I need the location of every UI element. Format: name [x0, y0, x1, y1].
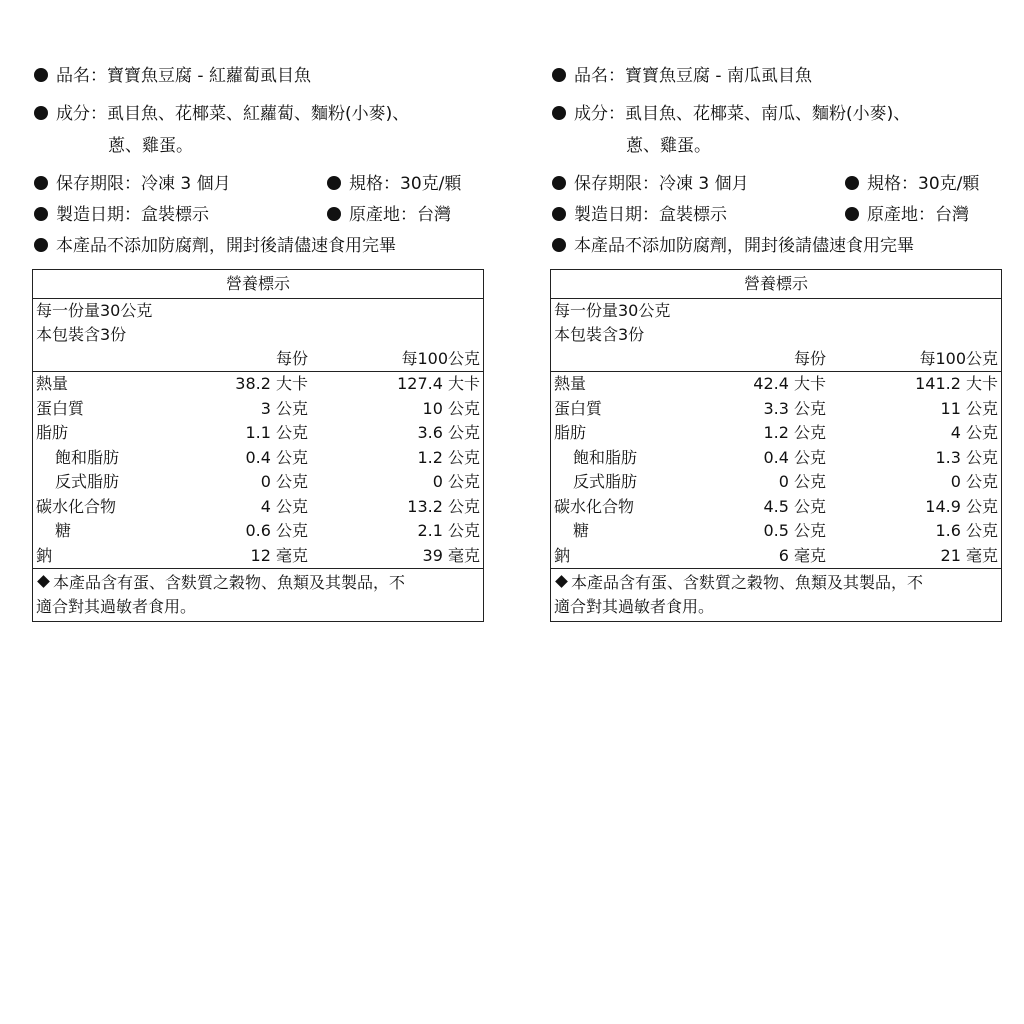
nutrition-header-row [551, 347, 1001, 372]
nutrient-name: 糖 [55, 521, 72, 540]
ingredients-line-cont [32, 130, 484, 162]
nutrition-row [551, 519, 1001, 544]
per-100g-value: 0 公克 [950, 472, 998, 491]
preservative-line [550, 230, 1002, 261]
nutrition-title: 營養標示 [33, 270, 483, 299]
per-100g-value: 1.3 公克 [935, 447, 998, 467]
nutrient-name: 碳水化合物 [36, 496, 117, 516]
bullet-icon [34, 176, 48, 190]
col-per-100g: 每100公克 [401, 349, 480, 368]
nutrient-name: 熱量 [554, 374, 587, 393]
bullet-icon [552, 176, 566, 190]
mfg-date: 製造日期：盒裝標示 [574, 205, 727, 225]
nutrition-row [33, 519, 483, 544]
per-serving-value: 3.3 公克 [763, 398, 826, 418]
nutrient-name: 反式脂肪 [573, 472, 638, 491]
per-100g-value: 4 公克 [950, 423, 998, 442]
bullet-icon [327, 176, 341, 190]
per-serving-value: 1.1 公克 [245, 423, 308, 442]
shelf-spec-line [550, 168, 1002, 199]
per-100g-value: 21 毫克 [940, 545, 998, 565]
per-100g-value: 11 公克 [940, 398, 998, 418]
per-serving-value: 0.5 公克 [763, 521, 826, 540]
per-100g-value: 39 毫克 [422, 545, 480, 565]
shelf-spec-line [32, 168, 484, 199]
nutrition-title: 營養標示 [551, 270, 1001, 299]
nutrient-name: 脂肪 [554, 423, 587, 442]
nutrition-row [33, 421, 483, 446]
shelf-life: 保存期限：冷凍 3 個月 [56, 174, 231, 194]
per-serving-value: 6 毫克 [778, 545, 826, 565]
nutrient-name: 反式脂肪 [55, 472, 120, 491]
serving-size: 每一份量30公克 [554, 301, 671, 320]
product-name-line [550, 60, 1002, 92]
col-per-100g: 每100公克 [919, 349, 998, 368]
col-per-serving: 每份 [793, 349, 826, 368]
per-100g-value: 10 公克 [422, 398, 480, 418]
per-100g-value: 1.2 公克 [417, 447, 480, 467]
per-100g-value: 2.1 公克 [417, 521, 480, 540]
diamond-icon [555, 575, 568, 588]
nutrition-row [33, 446, 483, 471]
product-name-line [32, 60, 484, 92]
allergen-note [551, 569, 1001, 621]
product-name: 品名：寶寶魚豆腐 - 南瓜虱目魚 [574, 66, 812, 86]
spec: 規格：30克/顆 [349, 174, 462, 194]
preservative-line [32, 230, 484, 261]
per-serving-value: 3 公克 [260, 398, 308, 418]
nutrition-header-row [33, 347, 483, 372]
mfg-origin-line [550, 199, 1002, 230]
allergen-text-cont: 適合對其過敏者食用。 [36, 597, 197, 616]
allergen-note [33, 569, 483, 621]
nutrition-row [551, 470, 1001, 495]
origin: 原產地：台灣 [867, 205, 969, 225]
nutrient-name: 蛋白質 [554, 398, 603, 418]
nutrient-name: 飽和脂肪 [573, 447, 638, 467]
spec: 規格：30克/顆 [867, 174, 980, 194]
per-serving-value: 4 公克 [260, 496, 308, 516]
nutrient-name: 蛋白質 [36, 398, 85, 418]
nutrient-name: 鈉 [554, 545, 571, 565]
bullet-icon [845, 176, 859, 190]
preservative-note: 本產品不添加防腐劑，開封後請儘速食用完畢 [574, 236, 914, 256]
ingredients-text: 成分：虱目魚、花椰菜、南瓜、麵粉(小麥)、 [574, 104, 911, 124]
nutrient-name: 熱量 [36, 374, 69, 393]
serving-size: 每一份量30公克 [36, 301, 153, 320]
ingredients-text-cont: 蔥、雞蛋。 [626, 136, 711, 156]
mfg-origin-line [32, 199, 484, 230]
bullet-icon [34, 207, 48, 221]
nutrient-name: 碳水化合物 [554, 496, 635, 516]
per-100g-value: 127.4 大卡 [397, 374, 480, 393]
nutrition-row [33, 544, 483, 570]
per-serving-value: 1.2 公克 [763, 423, 826, 442]
per-100g-value: 0 公克 [432, 472, 480, 491]
nutrient-name: 糖 [573, 521, 590, 540]
bullet-icon [552, 238, 566, 252]
per-serving-value: 0.6 公克 [245, 521, 308, 540]
nutrition-row [33, 470, 483, 495]
per-100g-value: 13.2 公克 [407, 496, 480, 516]
servings-per-package: 本包裝含3份 [554, 325, 645, 344]
bullet-icon [327, 207, 341, 221]
ingredients-text: 成分：虱目魚、花椰菜、紅蘿蔔、麵粉(小麥)、 [56, 104, 410, 124]
allergen-text: 本產品含有蛋、含麩質之穀物、魚類及其製品，不 [53, 573, 406, 592]
bullet-icon [845, 207, 859, 221]
nutrition-row [551, 372, 1001, 397]
nutrition-row [551, 495, 1001, 520]
per-serving-value: 0.4 公克 [245, 447, 308, 467]
bullet-icon [34, 68, 48, 82]
preservative-note: 本產品不添加防腐劑，開封後請儘速食用完畢 [56, 236, 396, 256]
origin: 原產地：台灣 [349, 205, 451, 225]
bullet-icon [552, 106, 566, 120]
nutrition-row [33, 495, 483, 520]
col-per-serving: 每份 [275, 349, 308, 368]
nutrition-row [551, 446, 1001, 471]
per-serving-value: 42.4 大卡 [753, 374, 826, 393]
ingredients-text-cont: 蔥、雞蛋。 [108, 136, 193, 156]
bullet-icon [552, 207, 566, 221]
per-serving-value: 38.2 大卡 [235, 374, 308, 393]
per-serving-value: 0 公克 [260, 472, 308, 491]
nutrition-row [551, 397, 1001, 422]
per-100g-value: 3.6 公克 [417, 423, 480, 442]
per-100g-value: 1.6 公克 [935, 521, 998, 540]
nutrient-name: 鈉 [36, 545, 53, 565]
ingredients-line [32, 98, 484, 130]
nutrition-table [550, 269, 1002, 622]
nutrient-name: 飽和脂肪 [55, 447, 120, 467]
bullet-icon [552, 68, 566, 82]
allergen-text-cont: 適合對其過敏者食用。 [554, 597, 715, 616]
nutrition-table [32, 269, 484, 622]
nutrient-name: 脂肪 [36, 423, 69, 442]
product-name: 品名：寶寶魚豆腐 - 紅蘿蔔虱目魚 [56, 66, 311, 86]
bullet-icon [34, 106, 48, 120]
nutrition-row [33, 372, 483, 397]
nutrition-row [33, 397, 483, 422]
servings-per-package: 本包裝含3份 [36, 325, 127, 344]
per-serving-value: 12 毫克 [250, 545, 308, 565]
per-serving-value: 4.5 公克 [763, 496, 826, 516]
per-serving-value: 0.4 公克 [763, 447, 826, 467]
shelf-life: 保存期限：冷凍 3 個月 [574, 174, 749, 194]
mfg-date: 製造日期：盒裝標示 [56, 205, 209, 225]
bullet-icon [34, 238, 48, 252]
nutrition-row [551, 421, 1001, 446]
product-label-right [550, 60, 1002, 622]
product-label-left [32, 60, 484, 622]
per-serving-value: 0 公克 [778, 472, 826, 491]
nutrition-row [551, 544, 1001, 570]
diamond-icon [37, 575, 50, 588]
allergen-text: 本產品含有蛋、含麩質之穀物、魚類及其製品，不 [571, 573, 924, 592]
ingredients-line [550, 98, 1002, 130]
per-100g-value: 14.9 公克 [925, 496, 998, 516]
per-100g-value: 141.2 大卡 [915, 374, 998, 393]
ingredients-line-cont [550, 130, 1002, 162]
